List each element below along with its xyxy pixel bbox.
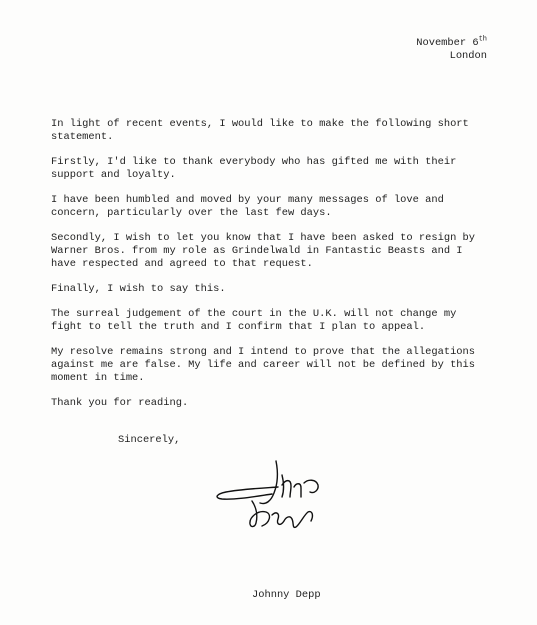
text-line: concern, particularly over the last few days. (51, 207, 332, 219)
text-line: Secondly, I wish to let you know that I have been asked to resign by (51, 232, 476, 244)
letter-body (51, 118, 491, 422)
paragraph (51, 232, 491, 271)
signature-stroke (260, 461, 277, 504)
date-ordinal-suffix: th (478, 35, 487, 44)
text-line: against me are false. My life and career will not be defined by this (51, 359, 476, 371)
text-line: The surreal judgement of the court in the U.K. will not change my (51, 308, 457, 320)
text-line: Warner Bros. from my role as Grindelwald in Fantastic Beasts and I (51, 245, 463, 257)
paragraph (51, 283, 491, 296)
text-line: Finally, I wish to say this. (51, 283, 226, 295)
text-line: moment in time. (51, 372, 145, 384)
signer-name: Johnny Depp (252, 589, 321, 601)
paragraph (51, 346, 491, 385)
letter-header (416, 37, 487, 63)
text-line: statement. (51, 131, 114, 143)
paragraph (51, 156, 491, 182)
paragraph (51, 397, 491, 410)
text-line: support and loyalty. (51, 169, 176, 181)
handwritten-signature (212, 457, 330, 539)
paragraph (51, 194, 491, 220)
closing-salutation: Sincerely, (118, 434, 181, 446)
date-line (416, 37, 487, 50)
text-line: I have been humbled and moved by your many messages of love and (51, 194, 444, 206)
signature-stroke (217, 487, 278, 499)
signature-stroke (304, 480, 318, 492)
signature-stroke (282, 475, 301, 497)
paragraph (51, 118, 491, 144)
place-line: London (449, 50, 487, 62)
text-line: fight to tell the truth and I confirm that I plan to appeal. (51, 321, 426, 333)
text-line: My resolve remains strong and I intend to prove that the allegations (51, 346, 476, 358)
signature-stroke (272, 512, 312, 528)
text-line: In light of recent events, I would like to make the following short (51, 118, 469, 130)
text-line: have respected and agreed to that request. (51, 258, 313, 270)
text-line: Thank you for reading. (51, 397, 189, 409)
date-text: November 6 (416, 37, 479, 49)
signature-stroke (250, 501, 270, 527)
paragraph (51, 308, 491, 334)
text-line: Firstly, I'd like to thank everybody who has gifted me with their (51, 156, 457, 168)
